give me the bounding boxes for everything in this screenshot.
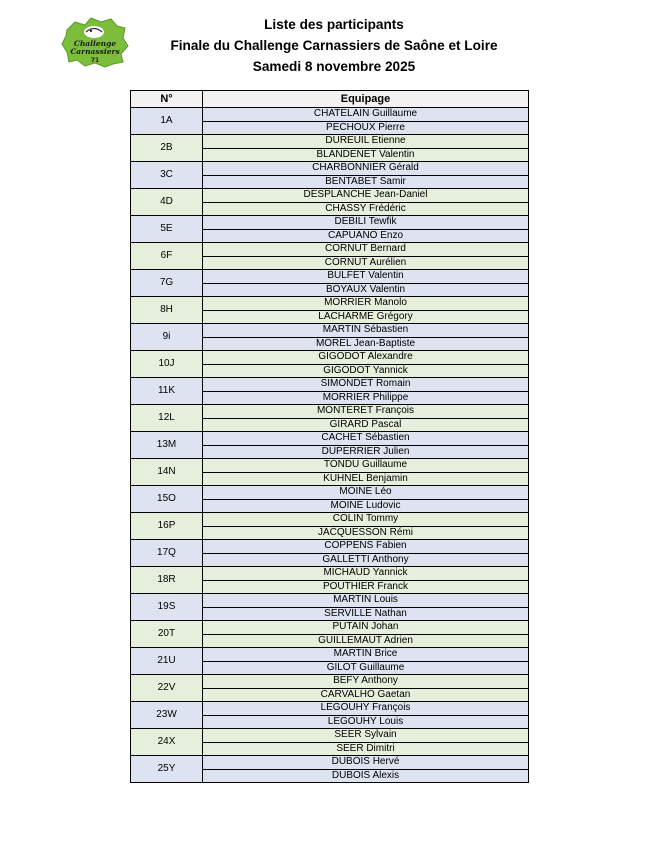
team-number: 5E [131, 216, 203, 243]
team-member-1: DEBILI Tewfik [203, 216, 529, 230]
team-member-2: LEGOUHY Louis [203, 715, 529, 729]
team-member-1: MARTIN Sébastien [203, 324, 529, 338]
team-member-1: DUREUIL Etienne [203, 135, 529, 149]
header [0, 14, 668, 77]
logo-text-line3: 71 [90, 57, 100, 64]
table-row [131, 378, 529, 392]
header-num: N° [131, 91, 203, 108]
team-member-2: MORRIER Philippe [203, 391, 529, 405]
team-number: 15O [131, 486, 203, 513]
team-member-2: POUTHIER Franck [203, 580, 529, 594]
team-member-1: CHATELAIN Guillaume [203, 108, 529, 122]
title-line-3: Samedi 8 novembre 2025 [252, 59, 416, 74]
team-number: 21U [131, 648, 203, 675]
team-number: 6F [131, 243, 203, 270]
team-member-2: CHASSY Frédéric [203, 202, 529, 216]
table-row [131, 243, 529, 257]
team-number: 3C [131, 162, 203, 189]
table-row [131, 135, 529, 149]
table-row [131, 432, 529, 446]
table-row [131, 675, 529, 689]
title-line-2: Finale du Challenge Carnassiers de Saône et Loire [170, 38, 498, 53]
team-member-1: SEER Sylvain [203, 729, 529, 743]
team-number: 24X [131, 729, 203, 756]
table-row [131, 324, 529, 338]
team-member-2: GIRARD Pascal [203, 418, 529, 432]
table-row [131, 162, 529, 176]
table-row [131, 702, 529, 716]
team-member-2: KUHNEL Benjamin [203, 472, 529, 486]
team-member-1: COLIN Tommy [203, 513, 529, 527]
team-member-2: MOREL Jean-Baptiste [203, 337, 529, 351]
team-member-2: MOINE Ludovic [203, 499, 529, 513]
team-member-2: LACHARME Grégory [203, 310, 529, 324]
table-row [131, 459, 529, 473]
team-number: 10J [131, 351, 203, 378]
team-number: 17Q [131, 540, 203, 567]
team-member-2: SEER Dimitri [203, 742, 529, 756]
team-member-1: PUTAIN Johan [203, 621, 529, 635]
team-member-2: JACQUESSON Rémi [203, 526, 529, 540]
table-row [131, 297, 529, 311]
team-member-2: CARVALHO Gaetan [203, 688, 529, 702]
team-member-1: TONDU Guillaume [203, 459, 529, 473]
table-row [131, 648, 529, 662]
team-member-2: DUBOIS Alexis [203, 769, 529, 783]
team-member-1: MICHAUD Yannick [203, 567, 529, 581]
team-member-1: MARTIN Louis [203, 594, 529, 608]
team-number: 9i [131, 324, 203, 351]
table-row [131, 540, 529, 554]
team-member-1: MORRIER Manolo [203, 297, 529, 311]
team-member-2: PECHOUX Pierre [203, 121, 529, 135]
team-member-1: SIMONDET Romain [203, 378, 529, 392]
team-member-2: DUPERRIER Julien [203, 445, 529, 459]
table-row [131, 513, 529, 527]
team-member-1: MARTIN Brice [203, 648, 529, 662]
team-member-2: BENTABET Samir [203, 175, 529, 189]
table-row [131, 108, 529, 122]
table-row [131, 270, 529, 284]
table-row [131, 216, 529, 230]
team-member-2: BLANDENET Valentin [203, 148, 529, 162]
team-member-1: COPPENS Fabien [203, 540, 529, 554]
team-number: 16P [131, 513, 203, 540]
team-member-1: MOINE Léo [203, 486, 529, 500]
team-number: 25Y [131, 756, 203, 783]
team-number: 23W [131, 702, 203, 729]
team-number: 12L [131, 405, 203, 432]
team-number: 7G [131, 270, 203, 297]
team-member-2: BOYAUX Valentin [203, 283, 529, 297]
team-member-1: MONTERET François [203, 405, 529, 419]
table-header-row [131, 91, 529, 108]
team-member-2: GIGODOT Yannick [203, 364, 529, 378]
team-number: 14N [131, 459, 203, 486]
team-member-2: GALLETTI Anthony [203, 553, 529, 567]
team-member-1: BEFY Anthony [203, 675, 529, 689]
team-member-1: BULFET Valentin [203, 270, 529, 284]
team-member-2: SERVILLE Nathan [203, 607, 529, 621]
team-number: 1A [131, 108, 203, 135]
table-row [131, 189, 529, 203]
table-row [131, 756, 529, 770]
table-row [131, 621, 529, 635]
team-number: 8H [131, 297, 203, 324]
table-body [131, 108, 529, 783]
table-row [131, 729, 529, 743]
team-member-2: CORNUT Aurélien [203, 256, 529, 270]
team-member-1: GIGODOT Alexandre [203, 351, 529, 365]
table-row [131, 405, 529, 419]
logo-text-line2: Carnassiers [70, 47, 120, 56]
team-number: 20T [131, 621, 203, 648]
team-number: 22V [131, 675, 203, 702]
table-row [131, 351, 529, 365]
header-team: Equipage [203, 91, 529, 108]
team-member-2: CAPUANO Enzo [203, 229, 529, 243]
team-member-1: DESPLANCHE Jean-Daniel [203, 189, 529, 203]
team-number: 13M [131, 432, 203, 459]
team-number: 18R [131, 567, 203, 594]
team-number: 2B [131, 135, 203, 162]
team-member-1: CHARBONNIER Gérald [203, 162, 529, 176]
participants-table [130, 90, 529, 783]
team-member-1: CORNUT Bernard [203, 243, 529, 257]
title-line-1: Liste des participants [264, 17, 404, 32]
team-member-1: CACHET Sébastien [203, 432, 529, 446]
team-member-1: DUBOIS Hervé [203, 756, 529, 770]
team-member-1: LEGOUHY François [203, 702, 529, 716]
team-member-2: GILOT Guillaume [203, 661, 529, 675]
team-member-2: GUILLEMAUT Adrien [203, 634, 529, 648]
table-row [131, 486, 529, 500]
logo-text-line1: Challenge [73, 39, 117, 48]
team-number: 19S [131, 594, 203, 621]
table-row [131, 567, 529, 581]
team-number: 11K [131, 378, 203, 405]
table-row [131, 594, 529, 608]
team-number: 4D [131, 189, 203, 216]
